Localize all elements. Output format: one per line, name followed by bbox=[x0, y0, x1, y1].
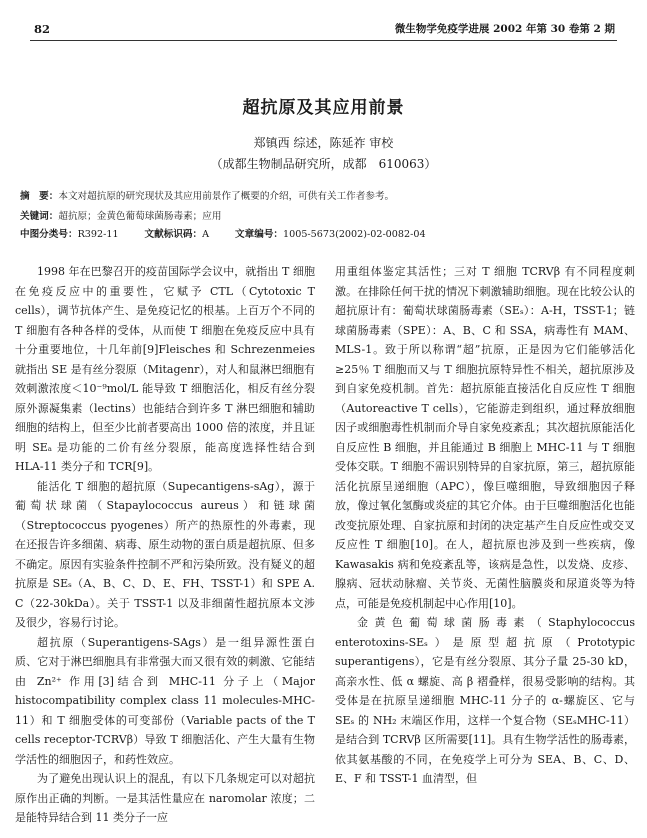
journal-title: 微生物学免疫学进展 2002 年第 30 卷第 2 期 bbox=[394, 23, 615, 35]
paragraph: 为了避免出现认识上的混乱，有以下几条规定可以对超抗原作出正确的判断。一是其活性量应在 naromolar 浓度；二是能特异结合到 11 类分子一应 bbox=[15, 772, 315, 824]
paragraph: 能活化 T 细胞的超抗原（Supecantigens-sAg），源于葡萄状球菌（Stapaylococcus aureus）和链球菌（Streptococcus pyogenes）所产的热原性的外毒素，现在还报告许多细菌、病毒、原生动物的蛋白质是超抗原、但多不确定。原因有实验条件控制不严和污染所致。没有疑义的超抗原是 SEₛ（A、B、C、D、E、FH、TSST-1）和 SPE A. C（22-30kDa）。关于 TSST-1 以及非细菌性超抗原本文涉及很少，容易行讨论。 bbox=[15, 479, 315, 629]
abstract-label: 摘 要： bbox=[20, 191, 59, 202]
clc-label: 中图分类号： bbox=[20, 229, 78, 240]
header-rule bbox=[30, 40, 617, 41]
clc-value: R392-11 bbox=[77, 229, 119, 240]
paragraph: 1998 年在巴黎召开的疫苗国际学会议中，就指出 T 细胞在免疫反应中的重要性，它赋予 CTL（Cytotoxic T cells），调节抗体产生、是免疫记忆的根基。上百万个不同的 T 细胞有各种各样的受体，从而使 T 细胞在免疫反应中具有十分重要地位，十几年前[9]Fleisches 和 Schrezenmeies 就指出 SE 是有丝分裂原（Mitagenr），对人和鼠淋巴细胞有效刺激浓度＜10⁻⁹mol/L 能导致 T 细胞活化，相反有丝分裂原外源凝集素（lectins）也能结合到许多 T 淋巴细胞和辅助细胞的结构上，但至少比前者要高出 1000 倍的浓度，并且证明 SEₐ 是功能的二价有丝分裂原，能高度选择性结合到 HLA-11 类分子和 TCR[9]。 bbox=[15, 265, 315, 473]
running-head bbox=[34, 20, 615, 38]
page-number: 82 bbox=[34, 22, 51, 36]
body-column-left bbox=[15, 262, 315, 838]
paragraph: 用重组体鉴定其活性；三对 T 细胞 TCRVβ 有不同程度刺激。在排除任何干扰的情况下刺激辅助细胞。现在比较公认的超抗原计有：葡萄状球菌肠毒素（SEₛ）：A-H，TSST-1；链球菌肠毒素（SPE）：A、B、C 和 SSA，病毒性有 MAM、MLS-1。致于所以称谓“超”抗原，正是因为它们能够活化≥25％ T 细胞而又与 T 细胞抗原特异性不相关，超抗原涉及到自家免疫机制。首先：超抗原能直接活化自反应性 T 细胞（Autoreactive T cells），它能游走到组织，通过释放细胞因子或细胞毒性机制而介导自家免疫紊乱；其次超抗原能活化自反应性 B 细胞，并且能通过 B 细胞上 MHC-11 与 T 细胞受体交联。T 细胞不需识别特异的自家抗原，第三，超抗原能活化抗原呈递细胞（APC），像巨噬细胞，导致细胞因子释放，像过氧化氢酶或炎症的其它介体。由于巨噬细胞活化也能改变抗原处理、自家抗原和封闭的决定基产生自反应性或交叉反应性 T 细胞[10]。在人，超抗原也涉及到一些疾病，像 Kawasakis 病和免疫紊乱等，该病是急性，以发烧、皮疹、腺病、冠状动脉瘤、关节炎、无菌性脑膜炎和尿道炎等为特点，可能是免疫机制起中心作用[10]。 bbox=[335, 265, 635, 610]
keywords-text: 超抗原；金黄色葡萄球菌肠毒素；应用 bbox=[58, 211, 222, 222]
article-authors: 郑镇西 综述，陈延祚 审校 bbox=[253, 136, 394, 150]
classification-line bbox=[20, 228, 627, 242]
paragraph: 超抗原（Superantigens-SAgs）是一组异源性蛋白质、它对于淋巴细胞具有非常强大而又很有效的刺激、它能结由 Zn²⁺ 作用[3]结合到 MHC-11 分子上（Major histocompatibility complex class 11 molecules-MHC-11）和 T 细胞受体的可变部份（Variable pacts of the T cells receptor-TCRVβ）导致 T 细胞活化、产生大量有生物学活性的细胞因子，和药性效应。 bbox=[15, 635, 315, 766]
article-title: 超抗原及其应用前景 bbox=[242, 98, 405, 118]
doc-code-value: A bbox=[202, 229, 210, 240]
article-number-label: 文章编号： bbox=[235, 229, 284, 240]
article-number-value: 1005-5673(2002)-02-0082-04 bbox=[283, 229, 426, 240]
body-column-right bbox=[335, 262, 635, 838]
abstract-text: 本文对超抗原的研究现状及其应用前景作了概要的介绍，可供有关工作者参考。 bbox=[58, 191, 395, 202]
abstract-line bbox=[20, 190, 627, 204]
paragraph: 金黄色葡萄球菌肠毒素（Staphylococcus enterotoxins-SEₛ）是原型超抗原（Prototypic superantigens），它是有丝分裂原、其分子量 25-30 kD，高亲水性、低 α 螺旋、高 β 褶叠样，很易受影响的结构。其受体是在抗原呈递细胞 MHC-11 分子的 α-螺旋区、它与 SEₛ 的 NH₂ 末端区作用，这样一个复合物（SEₛMHC-11）是结合到 TCRVβ 区所需要[11]。具有生物学活性的肠毒素，依其氨基酸的不同，在免疫学上可分为 SEA、B、C、D、E、F 和 TSST-1 血清型，但 bbox=[335, 616, 635, 785]
keywords-line bbox=[20, 210, 627, 224]
keywords-label: 关键词： bbox=[20, 211, 59, 222]
doc-code-label: 文献标识码： bbox=[144, 229, 203, 240]
article-affiliation: （成都生物制品研究所，成都 610063） bbox=[210, 157, 437, 171]
